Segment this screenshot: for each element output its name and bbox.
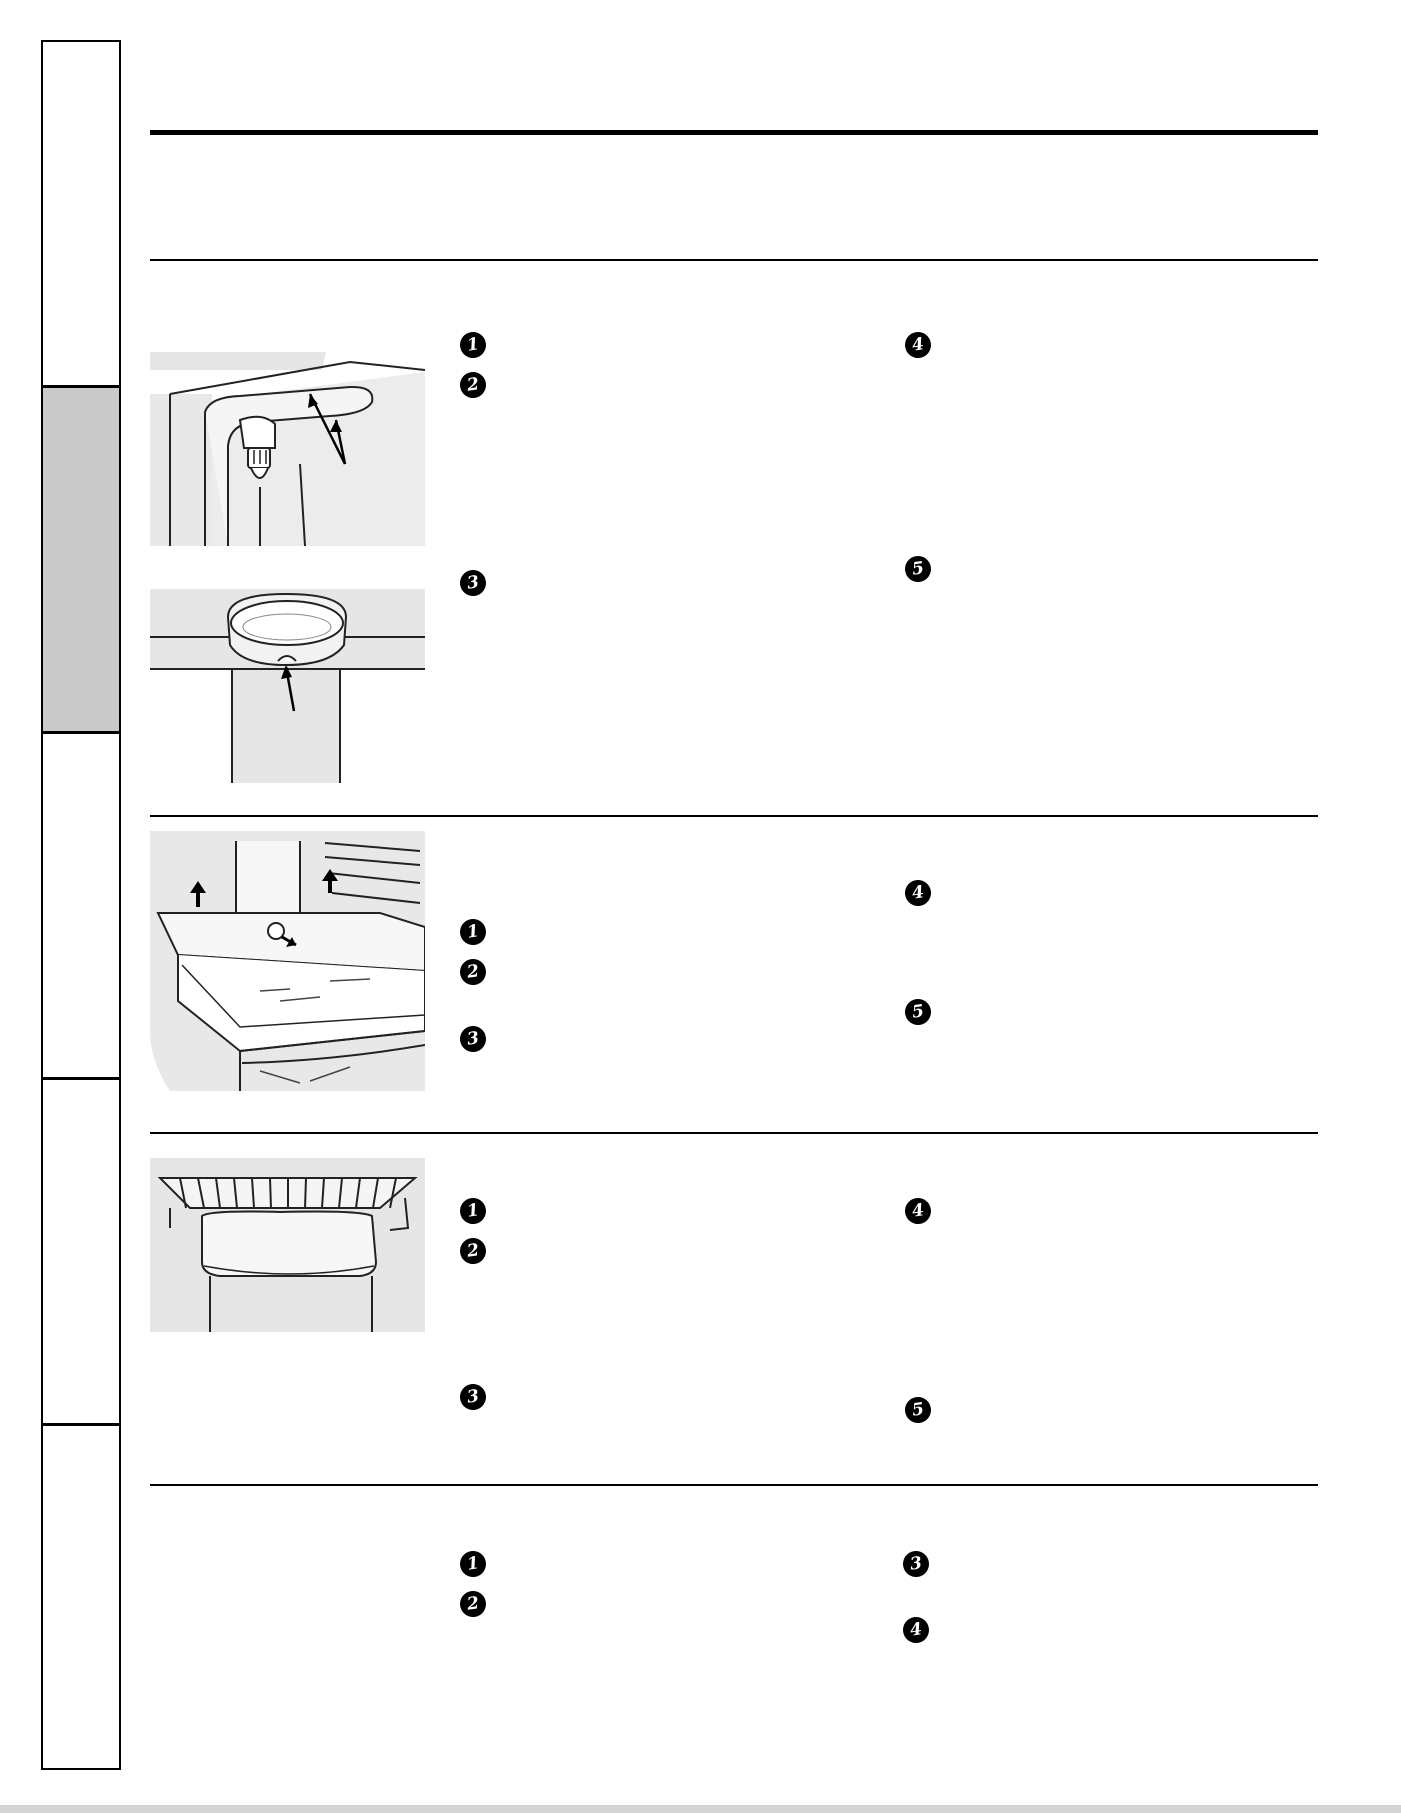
illustration-light-cover bbox=[150, 352, 425, 546]
step-marker: 4 bbox=[903, 330, 932, 359]
illustration-cylinder-notch bbox=[150, 589, 425, 783]
side-tab-1[interactable] bbox=[43, 42, 119, 387]
step-marker: 1 bbox=[458, 917, 487, 946]
step-marker: 4 bbox=[901, 1615, 930, 1644]
step-marker: 3 bbox=[458, 568, 487, 597]
step-marker: 1 bbox=[458, 1196, 487, 1225]
side-tab-strip bbox=[41, 40, 121, 1770]
step-marker: 4 bbox=[903, 1196, 932, 1225]
step-marker: 2 bbox=[458, 1589, 487, 1618]
step-marker: 4 bbox=[903, 878, 932, 907]
section-rule bbox=[150, 815, 1318, 817]
step-marker: 2 bbox=[458, 370, 487, 399]
step-marker: 5 bbox=[903, 1395, 932, 1424]
step-marker: 5 bbox=[903, 554, 932, 583]
side-tab-3[interactable] bbox=[43, 734, 119, 1077]
section-rule bbox=[150, 259, 1318, 261]
section-rule bbox=[150, 1132, 1318, 1134]
step-marker: 1 bbox=[458, 1549, 487, 1578]
step-marker: 2 bbox=[458, 957, 487, 986]
step-marker: 1 bbox=[458, 330, 487, 359]
side-tab-4[interactable] bbox=[43, 1080, 119, 1423]
step-marker: 3 bbox=[901, 1549, 930, 1578]
illustration-range-backguard bbox=[150, 831, 425, 1091]
page-bottom-strip bbox=[0, 1805, 1401, 1813]
section-rule bbox=[150, 1484, 1318, 1486]
side-tab-5[interactable] bbox=[43, 1426, 119, 1768]
step-marker: 5 bbox=[903, 997, 932, 1026]
step-marker: 3 bbox=[458, 1024, 487, 1053]
side-tab-2-active[interactable] bbox=[43, 388, 119, 731]
header-rule bbox=[150, 130, 1318, 135]
step-marker: 3 bbox=[458, 1382, 487, 1411]
step-marker: 2 bbox=[458, 1236, 487, 1265]
illustration-shelf-drawer bbox=[150, 1158, 425, 1332]
